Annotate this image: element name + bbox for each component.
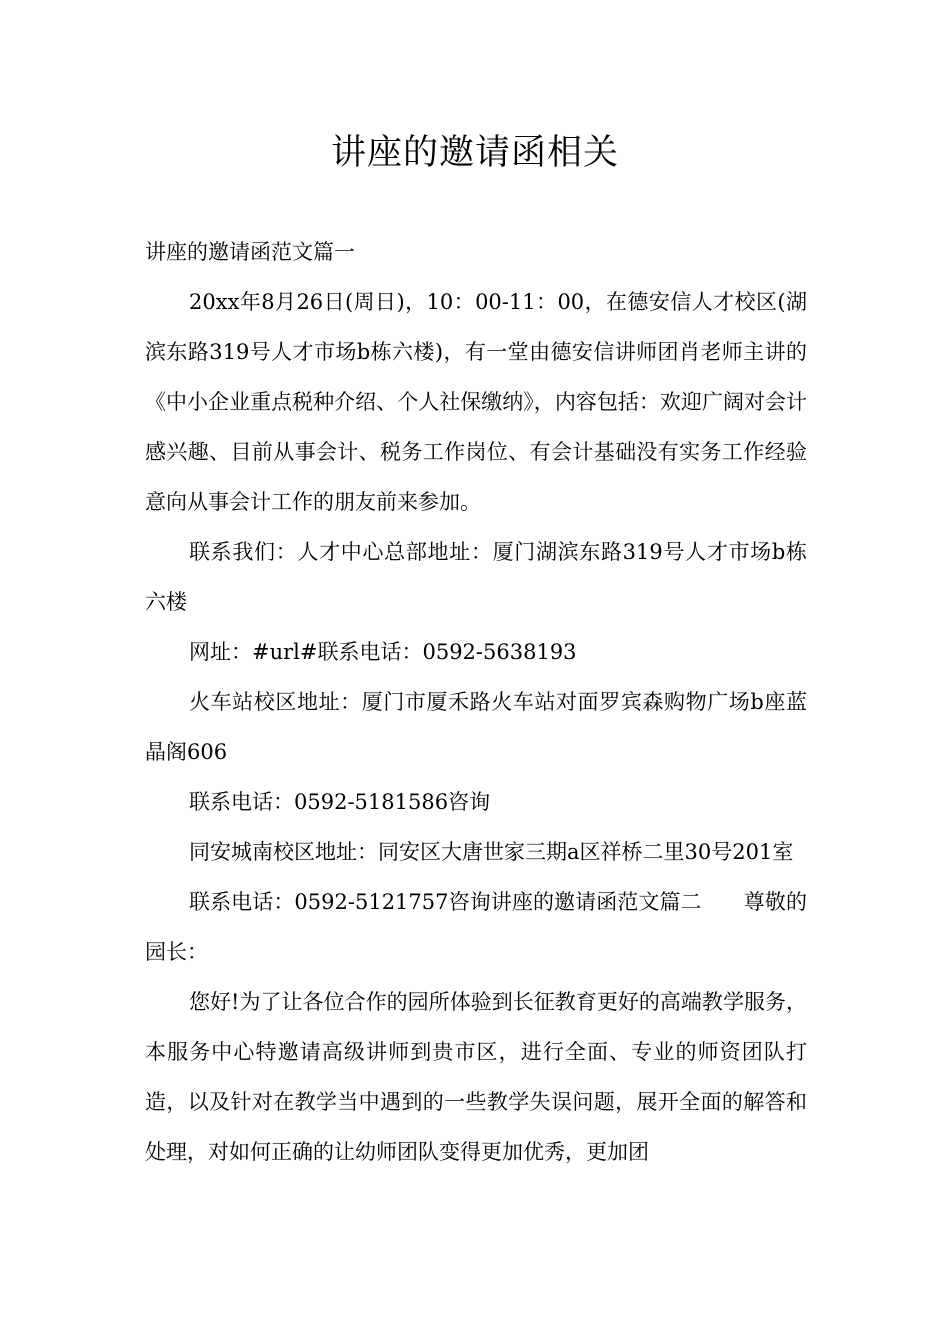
- paragraph: 网址：#url#联系电话：0592-5638193: [189, 640, 577, 664]
- paragraph: 同安城南校区地址：同安区大唐世家三期a区祥桥二里30号201室: [189, 840, 794, 864]
- paragraph: 20xx年8月26日(周日)，10：00-11：00，在德安信人才校区(湖滨东路319号人才市场b栋六楼)，有一堂由德安信讲师团肖老师主讲的《中小企业重点税种介绍、个人社保缴纳》，内容包括：欢迎广阔对会计感兴趣、目前从事会计、税务工作岗位、有会计基础没有实务工作经验意向从事会计工作的朋友前来参加。: [145, 290, 807, 514]
- document-title: 讲座的邀请函相关: [330, 133, 619, 173]
- section-heading: 讲座的邀请函范文篇一: [145, 240, 355, 264]
- paragraph: 火车站校区地址：厦门市厦禾路火车站对面罗宾森购物广场b座蓝晶阁606: [145, 690, 807, 764]
- document-body: [145, 227, 807, 1177]
- paragraph: 您好!为了让各位合作的园所体验到长征教育更好的高端教学服务，本服务中心特邀请高级讲师到贵市区，进行全面、专业的师资团队打造，以及针对在教学当中遇到的一些教学失误问题，展开全面的解答和处理，对如何正确的让幼师团队变得更加优秀，更加团: [145, 990, 807, 1164]
- paragraph: 联系电话：0592-5121757咨询讲座的邀请函范文篇二 尊敬的园长：: [145, 890, 807, 964]
- paragraph: 联系我们：人才中心总部地址：厦门湖滨东路319号人才市场b栋六楼: [145, 540, 807, 614]
- paragraph: 联系电话：0592-5181586咨询: [189, 790, 491, 814]
